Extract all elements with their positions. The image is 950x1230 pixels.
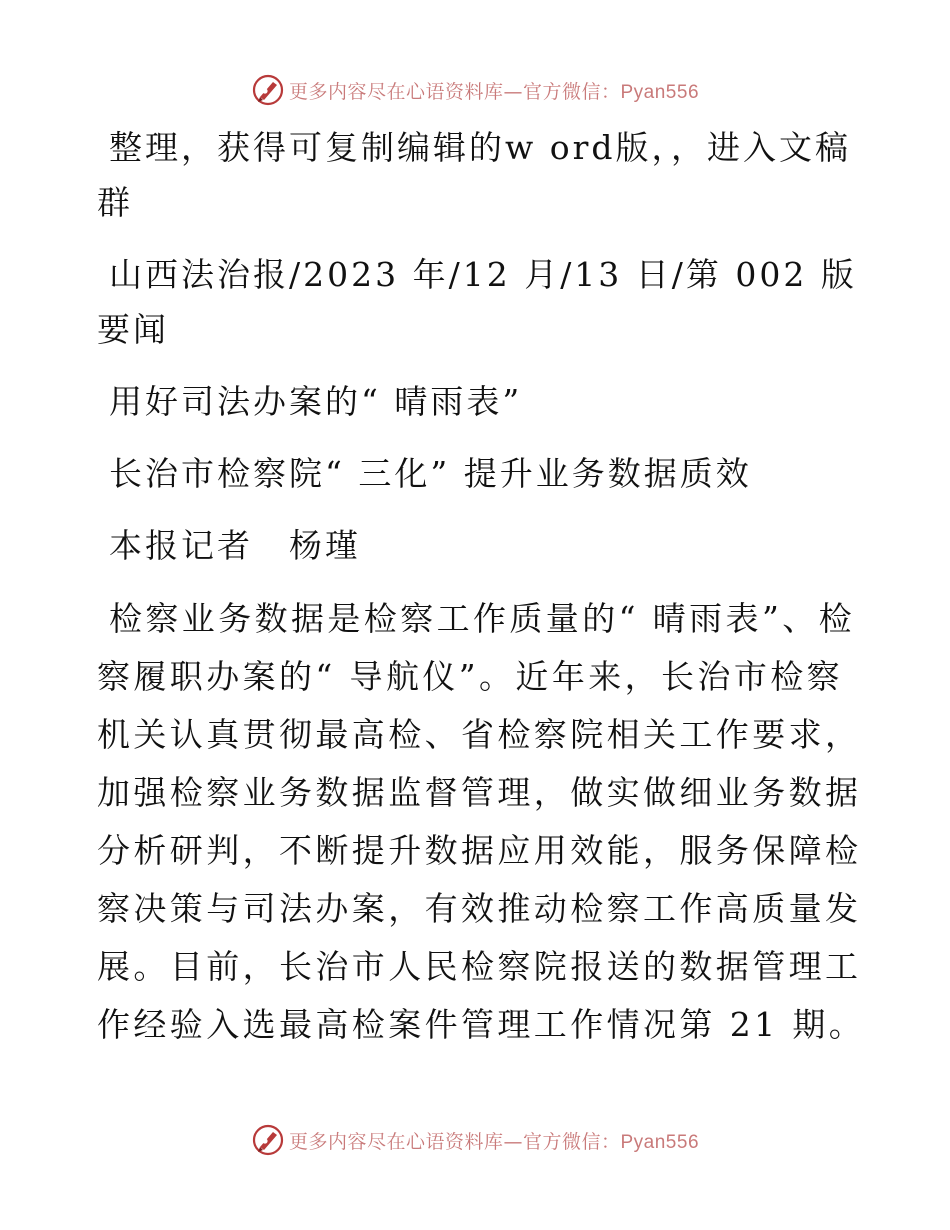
intro-line: 整理，获得可复制编辑的w ord版，，进入文稿群: [97, 128, 852, 222]
watermark-footer: [0, 1120, 950, 1160]
watermark-text: 更多内容尽在心语资料库—官方微信：Pyan556: [288, 1130, 700, 1153]
subheadline: 长治市检察院“ 三化” 提升业务数据质效: [109, 454, 752, 493]
pen-logo-icon: [251, 1123, 285, 1157]
body-paragraph: 检察业务数据是检察工作质量的“ 晴雨表”、检察履职办案的“ 导航仪”。近年来，长治市检察机关认真贯彻最高检、省检察院相关工作要求，加强检察业务数据监督管理，做实做细业务数据分析研判，不断提升数据应用效能，服务保障检察决策与司法办案，有效推动检察工作高质量发展。目前，长治市人民检察院报送的数据管理工作经验入选最高检案件管理工作情况第 21 期。: [97, 599, 866, 1044]
headline: 用好司法办案的“ 晴雨表”: [109, 382, 523, 421]
watermark-text: 更多内容尽在心语资料库—官方微信：Pyan556: [288, 80, 700, 103]
document-body: [97, 120, 867, 1071]
pen-logo-icon: [251, 73, 285, 107]
source-line: 山西法治报/2023 年/12 月/13 日/第 002 版要闻: [97, 255, 857, 349]
watermark-header: [0, 70, 950, 110]
byline: 本报记者 杨瑾: [109, 526, 361, 565]
